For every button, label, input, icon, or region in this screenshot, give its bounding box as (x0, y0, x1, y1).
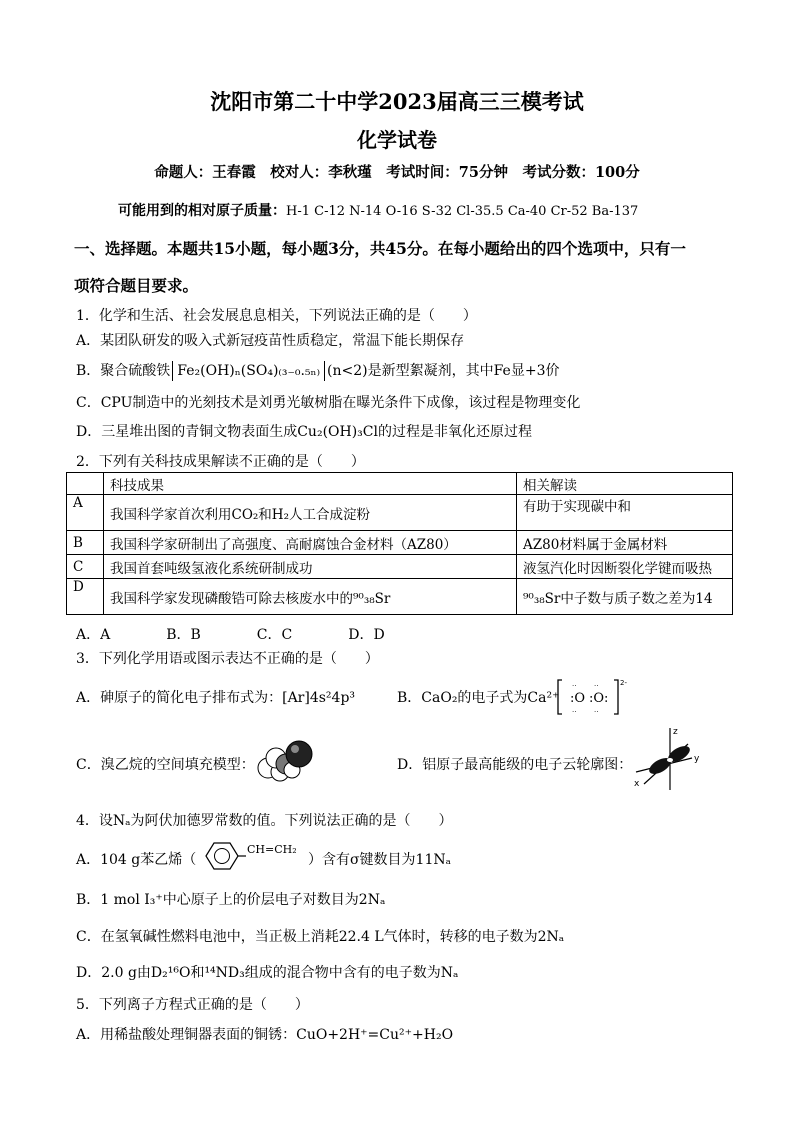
atomic-mass-values: H-1 C-12 N-14 O-16 S-32 Cl-35.5 Ca-40 Cr-52 Ba-137 (286, 204, 639, 219)
q4-option-b: B．1 mol I₃⁺中心原子上的价层电子对数目为2Nₐ (76, 892, 386, 908)
q2-table (66, 472, 733, 615)
q5-option-a: A．用稀盐酸处理铜器表面的铜锈：CuO+2H⁺=Cu²⁺+H₂O (76, 1027, 454, 1043)
q1-option-d: D．三星堆出图的青铜文物表面生成Cu₂(OH)₃Cl的过程是非氧化还原过程 (76, 424, 532, 440)
row-label: C (67, 555, 104, 579)
atomic-mass-line (118, 200, 638, 220)
q3-option-b: B．CaO₂的电子式为Ca²⁺ (397, 690, 560, 706)
table-header-interpretation: 相关解读 (517, 473, 733, 495)
table-row (67, 555, 733, 579)
p-orbital-diagram (630, 724, 704, 794)
styrene-vinyl-label: CH=CH₂ (247, 843, 297, 856)
row-label: A (67, 495, 104, 531)
svg-text:··: ·· (572, 708, 577, 716)
q3-option-c: C．溴乙烷的空间填充模型： (76, 757, 255, 773)
q4-option-c: C．在氢氧碱性燃料电池中，当正极上消耗22.4 L气体时，转移的电子数为2Nₐ (76, 929, 565, 945)
table-header-achievement: 科技成果 (104, 473, 517, 495)
table-row (67, 495, 733, 531)
q1-option-b (76, 360, 559, 380)
q2-stem: 2．下列有关科技成果解读不正确的是（ ） (76, 454, 365, 470)
q4-stem: 4．设Nₐ为阿伏加德罗常数的值。下列说法正确的是（ ） (76, 813, 453, 829)
axis-y-label: y (694, 754, 700, 764)
q2-options: A．A B．B C．C D．D (76, 627, 385, 643)
q4-option-a-suffix: ）含有σ键数目为11Nₐ (308, 852, 452, 868)
svg-text::O: :O (570, 691, 586, 706)
table-row (67, 579, 733, 615)
svg-text:··: ·· (594, 682, 599, 690)
q1-option-b-suffix: (n<2)是新型絮凝剂，其中Fe显+3价 (327, 363, 560, 379)
bromoethane-space-filling-model (252, 738, 318, 782)
axis-z-label: z (673, 727, 678, 737)
svg-text::O:: :O: (589, 691, 609, 706)
svg-text:··: ·· (572, 682, 577, 690)
row-achievement: 我国科学家发现磷酸锆可除去核废水中的⁹⁰₃₈Sr (104, 579, 517, 615)
exam-title: 沈阳市第二十中学2023届高三三模考试 (210, 89, 584, 114)
section-heading-line1: 一、选择题。本题共15小题，每小题3分，共45分。在每小题给出的四个选项中，只有一 (74, 239, 686, 258)
q3-stem: 3．下列化学用语或图示表达不正确的是（ ） (76, 651, 379, 667)
row-interpretation: 液氢汽化时因断裂化学键而吸热 (517, 555, 733, 579)
q4-option-d: D．2.0 g由D₂¹⁶O和¹⁴ND₃组成的混合物中含有的电子数为Nₐ (76, 965, 459, 981)
q3-option-d: D．铝原子最高能级的电子云轮廓图： (397, 757, 633, 773)
row-interpretation: 有助于实现碳中和 (517, 495, 733, 531)
row-achievement: 我国科学家研制出了高强度、高耐腐蚀合金材料（AZ80） (104, 531, 517, 555)
table-row (67, 531, 733, 555)
section-heading-line2: 项符合题目要求。 (74, 276, 199, 295)
row-achievement: 我国首套吨级氢液化系统研制成功 (104, 555, 517, 579)
exam-meta: 命题人：王春霞 校对人：李秋瑾 考试时间：75分钟 考试分数：100分 (154, 164, 640, 181)
table-header-blank (67, 473, 104, 495)
peroxide-electron-formula (556, 676, 632, 718)
atomic-mass-label: 可能用到的相对原子质量： (118, 203, 286, 219)
row-interpretation: AZ80材料属于金属材料 (517, 531, 733, 555)
q1-option-b-formula: Fe₂(OH)ₙ(SO₄)₍₃₋₀.₅ₙ₎ (172, 361, 325, 381)
styrene-structure (194, 838, 308, 874)
q3-option-a: A．砷原子的简化电子排布式为：[Ar]4s²4p³ (76, 690, 356, 706)
q1-option-c: C．CPU制造中的光刻技术是刘勇光敏树脂在曝光条件下成像，该过程是物理变化 (76, 395, 581, 411)
q1-stem: 1．化学和生活、社会发展息息相关，下列说法正确的是（ ） (76, 308, 477, 324)
row-interpretation: ⁹⁰₃₈Sr中子数与质子数之差为14 (517, 579, 733, 615)
svg-text:··: ·· (594, 708, 599, 716)
row-label: B (67, 531, 104, 555)
axis-x-label: x (634, 779, 640, 789)
row-label: D (67, 579, 104, 615)
q4-option-a-prefix: A．104 g苯乙烯（ (76, 852, 197, 868)
exam-subtitle: 化学试卷 (357, 128, 437, 152)
q1-option-b-prefix: B．聚合硫酸铁 (76, 363, 171, 379)
q5-stem: 5．下列离子方程式正确的是（ ） (76, 997, 309, 1013)
svg-text:2-: 2- (620, 679, 627, 687)
q1-option-a: A．某团队研发的吸入式新冠疫苗性质稳定，常温下能长期保存 (76, 333, 465, 349)
q4-option-a (76, 849, 196, 869)
row-achievement: 我国科学家首次利用CO₂和H₂人工合成淀粉 (104, 495, 517, 531)
